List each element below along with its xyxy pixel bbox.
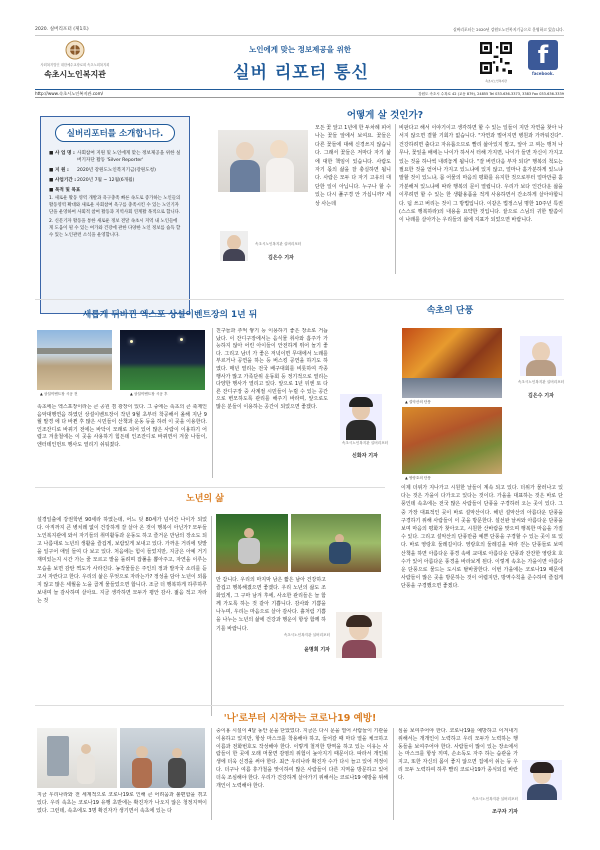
org-emblem-icon [65,40,85,60]
article3-title: 속초의 단풍 [426,306,474,316]
article5-col1: 지금 우리나라와 전 세계적으로 코로나19로 인해 큰 어려움과 불편함을 겪고 있다. 우리 속초는 코로나19 유행 초반에는 확진자가 나오지 않은 청정지역이었다. 그런데, 속초에도 3명 확진자가 생기면서 속초에 있는 다 [37,792,207,814]
elderly-woman-body [266,158,294,192]
intro-row: ■ 목적 및 목표 [49,188,81,193]
reporter-name: 조구자 기자 [492,809,518,815]
reporter-photo-yoon [336,612,382,658]
intro-row: ■ 지 원 : 2020년 강원도노인복지기금(강원도청) [49,168,156,173]
reporter-name: 신화자 기자 [352,453,378,459]
intro-row: ■ 사 업 명 : 사회참여 지원 및 노인에게 맞는 정보제공을 위한 실버기자단 활동 'Silver Reporter' [49,151,181,163]
homepage-link[interactable]: http://www.속초시노인복지관.com/ [35,91,104,96]
org-logo-block [35,38,115,86]
article5-col3: 심을 보여주어야 한다. 코로나19를 예방하고 이겨내기 위해서는 개개인이 노력하고 우리 모두가 노력하는 행동들을 보여주어야 한다. 사람들이 많이 있는 장소에서는 마스크를 항상 끼며, 손소독도 자주 하는 습관을 가지고, 또한 자신의 몸이 좋지 않으면 집에서 쉬는 등 우리 모두 노력하여 하루 빨리 코로나19가 종식되길 바란다. [398,728,518,781]
facebook-link[interactable] [525,40,561,80]
article3-photo-yeongrang [402,407,502,474]
article5-title: '나'로부터 시작하는 코로나19 예방! [223,713,377,724]
issue-label: 2020. 실버리포터 (제1호) [35,27,89,32]
reporter-org: 속초시노인복지관 실버리포터 [517,380,565,384]
article3-caption2: ▲ 영랑호의 단풍 [405,476,431,480]
reporter-name: 윤명희 기자 [304,647,330,653]
qr-code[interactable] [480,42,512,83]
article2-caption-before: ▲ 상설이벤트장 시공 전 [40,392,78,396]
intro-row: ■ 사업기간 : 2020년 7월 ~ 12월(6개월) [49,178,135,183]
masthead-title: 실버 리포터 통신 [233,63,369,83]
qr-code-icon [480,42,512,74]
article3-photo-seorak [402,328,502,398]
reporter-photo-kim2 [520,336,562,376]
article3-caption1: ▲ 설악산의 단풍 [405,400,431,404]
intro-title: 실버리포터를 소개합니다. [55,124,175,142]
article5-photo1 [37,728,117,788]
reporter-photo-shin [340,394,382,440]
qr-label: 속초시노인복지관 [485,79,507,83]
reporter-name: 김은수 기자 [528,393,554,399]
intro-row: 2. 신문기자 활동을 통한 새로운 정보 전달 속초시 지역 내 노인들에게 도움이 될 수 있는 여가와 건강에 관한 다양한 노인 정보를 습득 할 수 있는 노인관련 소식을 운영합니다. [49,219,181,238]
article4-photo-garden2 [291,514,381,572]
article4-col1: 설경일출에 강권학번 90세라 하였는데, 어느 덧 80세가 넘어간 나이가 되었다. 아직까지 큰 병치레 없이 건강하게 잘 살아 온 것이 행복이 아닌가? 모두들 노인복지관에 와서 자기들의 취미활동과 운동도 하고 즐거운 만남의 장소도 되고 나름대로 노년의 생활을 즐겁게, 보람있게 보내고 있다. 가까운 거리에 텃밭을 일구어 애잎 들여 다 보고 있다. 처음에는 힘이 들었지만, 지금은 아예 거기 재미있는지 시간 가는 줄 모르고 밭을 돌려며 잡풀을 뽑아주고, 자연을 이루는 모습을 보면 감탄 찍도가 사라진다. 농작물들은 주인의 정과 발자국 소리를 듣고서 자란다고 한다. 우리의 삶은 무엇으로 자라는가? 정성을 담아 노년이 외롭지 않고 많은 세월을 노을 곱게 물들었으면 합니다. 조금 더 행복하게 하루하루 보내며 늘 감사하며 살아요. 지금 생각하면 모두가 평안 감사. 젊음 적고 자라는 것 [37,517,207,604]
article4-col2: 만 갑니다. 우리의 마지막 남은 짧은 남아 건강하고 즐겁고 행복해졌으면 좋겠다. 우리 노년의 삶도 조화있게, 그 구마 남겨 후에, 사소한 관리들은 늘 함께 가도록 하는 것 같아 기쁩니다. 감사와 기쁨을 나누며, 우리는 마음으로 살아 감사다. 흙처럼 기쁨을 나누는 노년의 삶에 건강과 행운이 항상 함께 하기를 바랍니다. [216,577,326,632]
article2-col2: 친구들과 추억 쌓기 등 이용하기 좋은 장소로 거듭났다. 이 잔디구장에서는 음식물 취사와 흡주가 가능하지 않아 어린 아이들이 안전하게 뛰어 놀기 좋다. 그리고 남녀 가 좋은 저녁이면 무대에서 노래를 부르거나 공연을 하는 등 버스킹 공연을 하기도 하였다. 매년 열리는 전국 배구대회를 비롯하여 각종 행사가 많고 가족단위 운동회 등 정기적으로 열리는 다양한 행사가 열리고 있다. 앞으로 1년 뒤엔 또 다른 잔디구장 중 사계절 시민들이 누릴 수 있는 공간으로 변모하도록 관리를 해주기 바라며, 앞으로도 많은 분들이 이용하는 공간이 되었으면 좋겠다. [216,328,328,410]
intro-box [40,116,190,314]
facebook-icon: f [528,40,558,70]
reporter-org: 속초시노인복지관 실버리포터 [283,633,330,637]
reporter-org: 속초시노인복지관 실버리포터 [341,441,389,445]
reporter-name: 김은수 기자 [268,255,294,261]
elderly-man-figure [236,142,254,160]
article5-photo2 [120,728,205,788]
elderly-man-body [230,160,260,192]
reporter-photo-kim [220,231,248,261]
article2-title: 새롭게 뒤바뀐 엑스포 상설이벤트장의 1년 뒤 [82,310,258,320]
article2-photo-after [120,330,205,390]
intro-row: 1. 새로운 활동 영역 개발과 욕구충족 빠른 속도로 증가하는 노인들의 활동영역 확대와 새로운 사회참여 욕구를 충족시킨 수 있는 노인기자단을 운영하여 사회적 참여 활동과 지역사회 연계활 목적으로 합니다. [49,196,181,215]
article3-body: 이제 더위가 지나가고 시원한 날들이 계속 되고 있다. 더위가 물러나고 있다는 것은 가을이 다가오고 있다는 것이다. 가을을 대표하는 것은 바로 단풍인데 속초에는 전국 많은 사람들이 단풍을 구경하러 오는 곳이 있다. 그 중 가장 대표적인 곳이 바로 설악산이다. 해년 설악산의 아름다운 단풍을 구경하기 위해 사람들이 이 곳을 방문한다. 설선완 날씨와 아름다운 단풍을 보며 마음의 평화가 찾아오고, 시원한 산바람을 맞으며 행복한 마음을 가질 수 있다. 그리고 설악산의 단풍만큼 예쁜 단풍을 구경할 수 있는 곳이 또 있다. 바로 영랑호 둘레길이다. 영랑호의 둘레길을 따라 걷는 단풍들로 보며 산책을 하면 아름다운 풍경 속에 교대로 아름다운 단풍과 잔잔한 영랑호 호수가 있어 아름다운 풍경을 바라보게 된다. 이렇게 속초는 가을이면 아름다운 단풍으로 물드는 도시로 탈바꿈한다. 이번 가을에는 코로나19 때문에 사람들이 많은 곳을 방문하는 것이 어렵지만, 방역수칙을 준수하며 즐겁게 단풍을 구경했으면 좋겠다. [401,485,563,590]
article5-col2: 중이용 시설이 4달 동안 문을 닫았었다. 지금은 다시 문을 열어 사람들이 기관을 이용하고 있지만, 항상 마스크를 착용해야 하고, 들어갈 때 마다 열을 체크하고 이름과 전화번호도 작성해야 한다. 이렇게 철저한 방역을 하고 있는 이유는 사람들이 한 곳에 오래 머물면 감염의 위험이 높아지기 때문이다. 따라서 개인위생에 더욱 신경을 써야 한다. 최근 우리나라 확진자 수가 다시 늘고 있어 걱정이다. 더구나 여름 휴가철을 맞이하여 많은 사람들이 다른 지역을 방문하고 있어 더욱 조심해야 한다. 우리가 건강하게 살아가기 위해서는 코로나19 예방을 위해 개인이 노력해야 한다. [216,728,388,789]
org-parent-name: 사회복지법인 대한예수교장로회 속초노회복지회 [40,63,110,67]
elderly-woman-figure [270,140,288,158]
article2-photo-before [37,330,112,390]
facebook-label: facebook. [531,71,555,76]
topline-notice: 실버리포터는 2020년 강원도노인복지기금으로 운영하고 있습니다. [452,27,564,32]
article4-photo-garden1 [216,514,288,572]
org-name: 속초시노인복지관 [44,70,106,79]
reporter-org: 속초시노인복지관 실버리포터 [471,797,518,801]
article1-title: 어떻게 살 것인가? [346,110,424,121]
reporter-photo-jo [522,760,562,800]
address-line: 강원도 속초시 수복로 42 (교동 879), 24855 Tel 033-636-3373, 3383 Fax 033-636-3339 [418,91,564,96]
article1-photo [218,130,308,192]
article2-caption-after: ▲ 상설이벤트장 시공 후 [130,392,168,396]
article2-col1: 속초에는 엑스포장이라는 큰 공원 겸 광장이 있다. 그 중에는 속초의 큰 축제인 음악대행연음 하였던 상설이벤트장이 작년 9월 초부터 착공해서 올해 지난 9월 말경 에 다 바뀐 후 많은 시민들이 산책과 운동 등을 하러 이 곳을 이용한다. 인조잔디로 바뀌기 전에는 바닥이 모래로 되어 있어 많은 사람이 이용하기 어렵고 겨울철에는 이 곳을 사용하기 힘든데 인조잔디로 바뀌면서 겨울 나들이, 엔터테인먼트 행사도 열리기 쉬워졌다. [37,404,207,448]
contact-bar [35,89,564,98]
article1-col1: 모든 꽃 앞고 1년에 한 두차례 피어나는 꽃들 앞에서 보여요. 꽃들은 다른 꽃들에 대해 신경쓰지 않습니다. 그래서 꽃들은 저마다 자기 삶에 대한 책임이 있습니다. 사람도 자기 몫의 삶을 잘 충실하면 됩니다. 사람은 모두 다 자기 고유의 대단한 일이 아닙니다. 누구나 할 수 있는 다시 풀구경 안 가십니까? 세상 사는데 [315,125,391,207]
masthead-subtitle: 노인에게 맞는 정보제공을 위한 [248,45,352,54]
article1-col2: 비판다고 해서 이야기이고 생각하면 할 수 있는 일들이 지만 자연을 찾아 나서지 않으면 결할 기회가 없습니다. "자연과 멀어지면 병원과 가까워진다". 건강하려면 출다고 자유롭으므로 빨리 삶아있지 말고, 앞아 고 찌는 맹처 나무나, 꽃잎을 배에는 나이가 하서서 터해 가지면, 나이가 들면 자신이 가지고 있는 것을 하나씩 내려놓게 됩니다. "잘 버린다음 부자 되다" 행복의 척도는 필요한 것을 얻어나 가지고 있느냐에 있지 않고, 얼마나 홀가분하게 있느냐 말할 것이 있느냐, 몸 어물의 마음의 평화를 유지한 것으로부터 얼마만큼 홀가분해져 있느냐에 따라 행복의 문이 열립니다. 우리가 보다 인간다운 삶을 이루려면 할 수 있는 한 생활용품을 적게 사용하면서 간소하게 살아야합니다. 덥 쓰고 버리는 것이 그 방법입니다. 이같은 법정스님 명한 10주년 특권(스스로 행복하라)의 내용을 요약한 것입니다. 끝으로 스님의 귀한 말씀이 이 나래를 살아가는 우리들의 삶에 지표가 되었으면 바랍니다. [399,125,563,224]
reporter-org: 속초시노인복지관 실버리포터 [255,242,302,246]
intro-rows [41,142,189,240]
article4-title: 노년의 삶 [186,494,224,504]
